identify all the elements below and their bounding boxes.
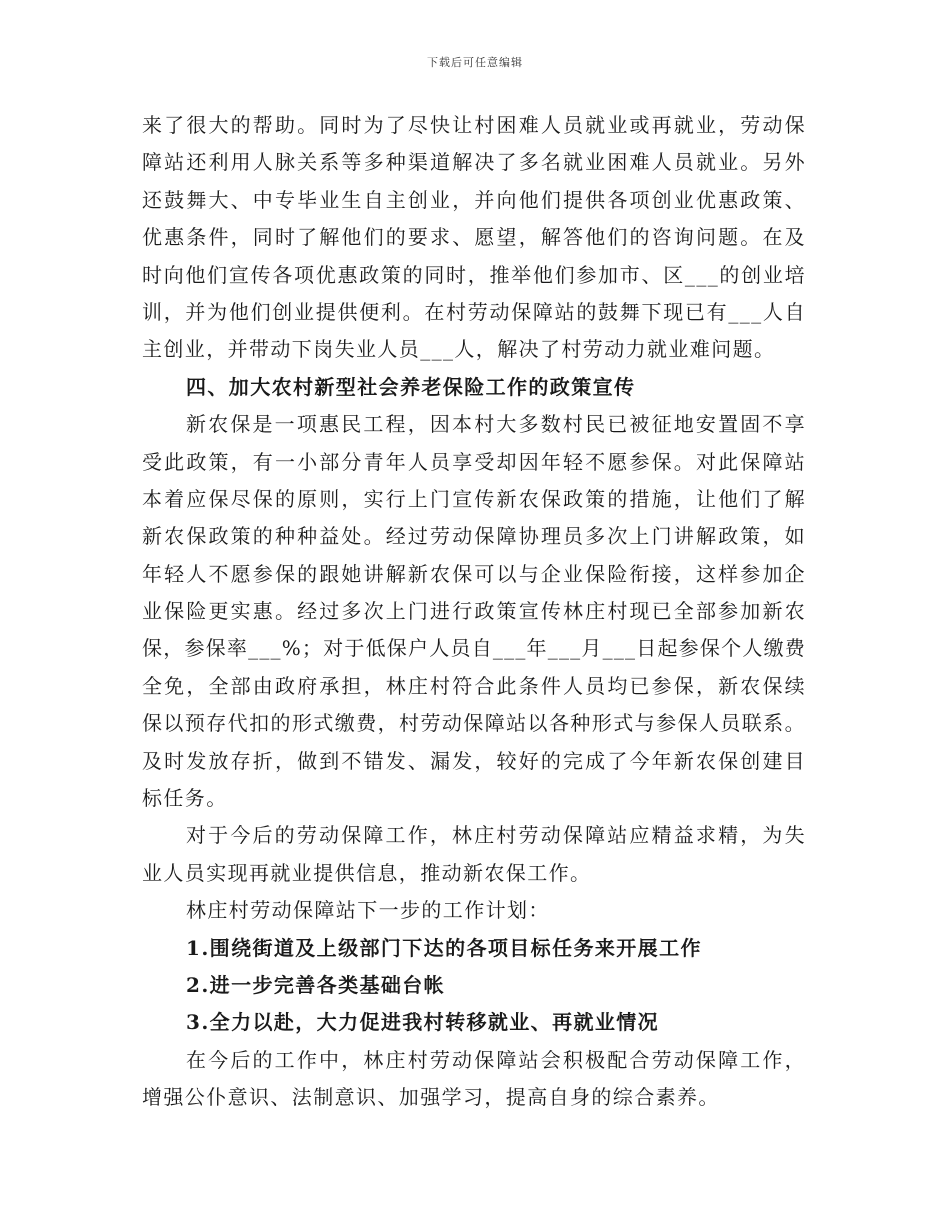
text-line: 增强公仆意识、法制意识、加强学习，提高自身的综合素养。 [142,1085,720,1110]
text-line: 障站还利用人脉关系等多种渠道解决了多名就业困难人员就业。另外 [142,150,806,175]
text-line: 林庄村劳动保障站下一步的工作计划： [186,898,550,923]
text-line: 来了很大的帮助。同时为了尽快让村困难人员就业或再就业，劳动保 [142,113,806,137]
text-line: 在今后的工作中，林庄村劳动保障站会积极配合劳动保障工作， [186,1047,806,1072]
text-line: 还鼓舞大、中专毕业生自主创业，并向他们提供各项创业优惠政策、 [142,187,806,212]
text-line: 及时发放存折，做到不错发、漏发，较好的完成了今年新农保创建目 [142,748,806,773]
heading-line: 1.围绕街道及上级部门下达的各项目标任务来开展工作 [186,935,702,960]
page-header: 下载后可任意编辑 [427,56,523,69]
text-line: 年轻人不愿参保的跟她讲解新农保可以与企业保险衔接，这样参加企 [142,561,806,586]
text-line: 新农保是一项惠民工程，因本村大多数村民已被征地安置固不享 [186,412,806,437]
text-line: 训，并为他们创业提供便利。在村劳动保障站的鼓舞下现已有___人自 [142,299,806,324]
heading-line: 2.进一步完善各类基础台帐 [186,972,446,997]
text-line: 业人员实现再就业提供信息，推动新农保工作。 [142,860,592,885]
text-line: 时向他们宣传各项优惠政策的同时，推举他们参加市、区___的创业培 [142,262,806,287]
text-line: 优惠条件，同时了解他们的要求、愿望，解答他们的咨询问题。在及 [142,225,806,250]
text-line: 保以预存代扣的形式缴费，村劳动保障站以各种形式与参保人员联系。 [142,711,806,736]
text-line: 保，参保率___%；对于低保户人员自___年___月___日起参保个人缴费 [142,636,806,661]
text-line: 本着应保尽保的原则，实行上门宣传新农保政策的措施，让他们了解 [142,486,806,511]
text-line: 对于今后的劳动保障工作，林庄村劳动保障站应精益求精，为失 [186,823,806,848]
heading-line: 四、加大农村新型社会养老保险工作的政策宣传 [186,374,636,399]
heading-line: 3.全力以赴，大力促进我村转移就业、再就业情况 [186,1010,660,1035]
text-line: 新农保政策的种种益处。经过劳动保障协理员多次上门讲解政策，如 [142,524,806,549]
text-line: 受此政策，有一小部分青年人员享受却因年轻不愿参保。对此保障站 [142,449,806,474]
text-line: 业保险更实惠。经过多次上门进行政策宣传林庄村现已全部参加新农 [142,599,806,624]
text-line: 主创业，并带动下岗失业人员___人，解决了村劳动力就业难问题。 [142,337,776,362]
body-text [142,107,806,1117]
text-line: 标任务。 [142,786,228,811]
text-line: 全免，全部由政府承担，林庄村符合此条件人员均已参保，新农保续 [142,673,806,698]
